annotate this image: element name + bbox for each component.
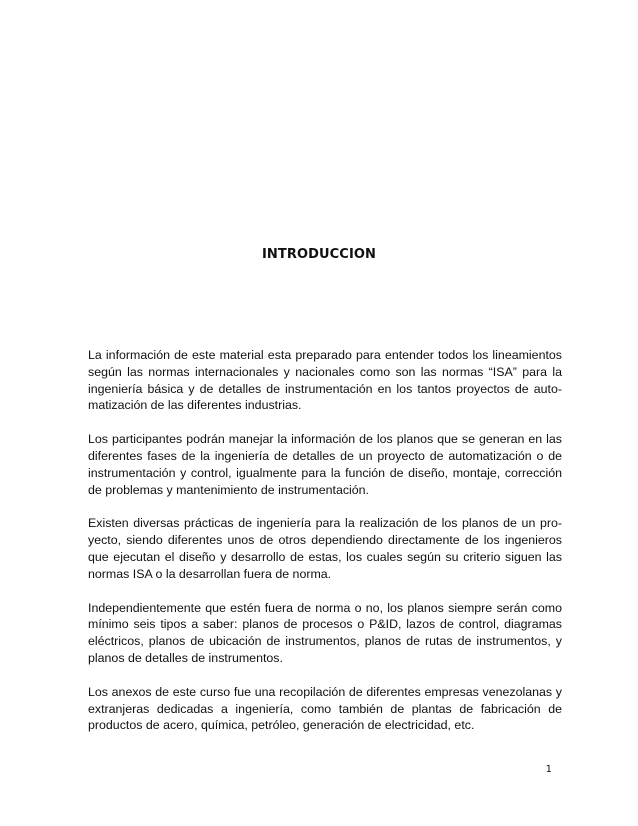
paragraph: Independientemente que estén fuera de norma o no, los planos siempre serán como mínimo seis tipos a saber: planos de procesos o P&ID, lazos de control, diagramas eléctricos, planos de ubicación de instrumentos, planos de rutas de instrumentos, y planos de detalles de instrumentos. — [88, 600, 562, 665]
paragraph: La información de este material esta preparado para entender todos los lineamientos según las normas internacionales y nacionales como son las normas “ISA” para la ingeniería básica y de detalles de instrumentación en los tantos proyectos de auto-matización de las diferentes industrias. — [88, 348, 562, 413]
document-title: INTRODUCCION — [261, 247, 377, 262]
page-number: 1 — [545, 764, 552, 775]
paragraph: Existen diversas prácticas de ingeniería para la realización de los planos de un pro-yecto, siendo diferentes unos de otros dependiendo directamente de los ingenieros que ejecutan el diseño y desarrollo de estas, los cuales según su criterio siguen las normas ISA o la desarrollan fuera de norma. — [88, 516, 562, 581]
paragraph: Los participantes podrán manejar la información de los planos que se generan en las diferentes fases de la ingeniería de detalles de un proyecto de automatización o de instrumentación y control, igualmente para la función de diseño, montaje, corrección de problemas y mantenimiento de instrumentación. — [88, 432, 562, 497]
paragraph: Los anexos de este curso fue una recopilación de diferentes empresas venezolanas y extranjeras dedicadas a ingeniería, como también de plantas de fabricación de productos de acero, química, petróleo, generación de electricidad, etc. — [88, 684, 562, 733]
document-body — [88, 347, 562, 751]
